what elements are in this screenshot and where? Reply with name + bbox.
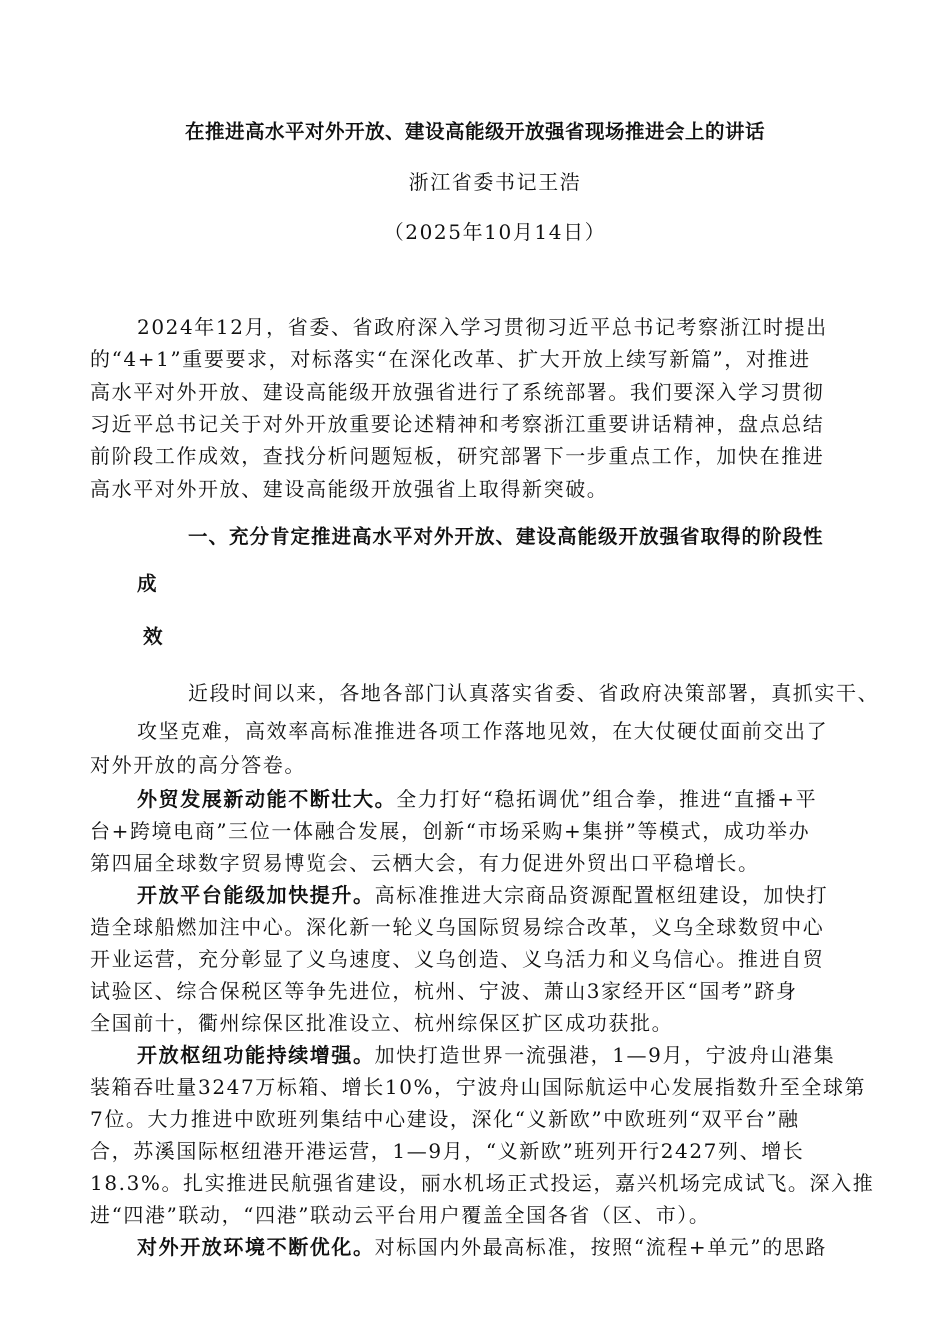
paragraph-first-line	[137, 1043, 835, 1067]
body-line: 攻坚克难，高效率高标准推进各项工作落地见效，在大仗硬仗面前交出了	[137, 719, 829, 743]
body-line: 习近平总书记关于对外开放重要论述精神和考察浙江重要讲话精神，盘点总结	[90, 411, 825, 436]
body-line: 第四届全球数字贸易博览会、云栖大会，有力促进外贸出口平稳增长。	[90, 851, 760, 875]
body-line: 高水平对外开放、建设高能级开放强省上取得新突破。	[90, 476, 609, 501]
body-line: 全国前十，衢州综保区批准设立、杭州综保区扩区成功获批。	[90, 1011, 674, 1035]
paragraph-text: 高标准推进大宗商品资源配置枢纽建设，加快打	[374, 883, 829, 907]
section-heading-cont: 效	[143, 625, 164, 648]
paragraph-lead: 对外开放环境不断优化。	[137, 1235, 375, 1259]
paragraph-first-line	[137, 883, 828, 907]
body-line: 进“四港”联动，“四港”联动云平台用户覆盖全国各省（区、市）。	[90, 1203, 711, 1227]
paragraph-lead: 开放平台能级加快提升。	[137, 883, 375, 907]
section-heading: 一、充分肯定推进高水平对外开放、建设高能级开放强省取得的阶段性	[188, 525, 824, 548]
body-line: 前阶段工作成效，查找分析问题短板，研究部署下一步重点工作，加快在推进	[90, 444, 825, 469]
body-line: 的“4+1”重要要求，对标落实“在深化改革、扩大开放上续写新篇”，对推进	[90, 347, 811, 372]
paragraph-lead: 外贸发展新动能不断壮大。	[137, 787, 397, 811]
body-line: 试验区、综合保税区等争先进位，杭州、宁波、萧山3家经开区“国考”跻身	[90, 979, 798, 1003]
body-line: 合，苏溪国际枢纽港开港运营，1—9月，“义新欧”班列开行2427列、增长	[90, 1139, 805, 1163]
section-heading-cont: 成	[137, 572, 158, 595]
date-line: （2025年10月14日）	[383, 220, 607, 244]
body-line: 7位。大力推进中欧班列集结中心建设，深化“义新欧”中欧班列“双平台”融	[90, 1107, 800, 1131]
paragraph-first-line	[137, 787, 817, 811]
body-line: 造全球船燃加注中心。深化新一轮义乌国际贸易综合改革，义乌全球数贸中心	[90, 915, 825, 939]
body-line: 开业运营，充分彰显了义乌速度、义乌创造、义乌活力和义乌信心。推进自贸	[90, 947, 825, 971]
paragraph-text: 全力打好“稳拓调优”组合拳，推进“直播+平	[396, 787, 818, 811]
paragraph-text: 对标国内外最高标准，按照“流程+单元”的思路	[374, 1235, 828, 1259]
body-line: 台+跨境电商”三位一体融合发展，创新“市场采购+集拼”等模式，成功举办	[90, 819, 811, 843]
paragraph-text: 加快打造世界一流强港，1—9月，宁波舟山港集	[374, 1043, 836, 1067]
document-title: 在推进高水平对外开放、建设高能级开放强省现场推进会上的讲话	[184, 120, 765, 143]
paragraph-first-line	[137, 1235, 827, 1259]
paragraph-lead: 开放枢纽功能持续增强。	[137, 1043, 375, 1067]
body-line: 18.3%。扎实推进民航强省建设，丽水机场正式投运，嘉兴机场完成试飞。深入推	[90, 1171, 875, 1195]
body-line: 装箱吞吐量3247万标箱、增长10%，宁波舟山国际航运中心发展指数升至全球第	[90, 1075, 867, 1099]
body-line: 近段时间以来，各地各部门认真落实省委、省政府决策部署，真抓实干、	[188, 681, 880, 705]
body-line: 2024年12月，省委、省政府深入学习贯彻习近平总书记考察浙江时提出	[137, 315, 828, 339]
body-line: 高水平对外开放、建设高能级开放强省进行了系统部署。我们要深入学习贯彻	[90, 379, 825, 404]
body-line: 对外开放的高分答卷。	[90, 753, 306, 777]
author-line: 浙江省委书记王浩	[408, 170, 582, 194]
